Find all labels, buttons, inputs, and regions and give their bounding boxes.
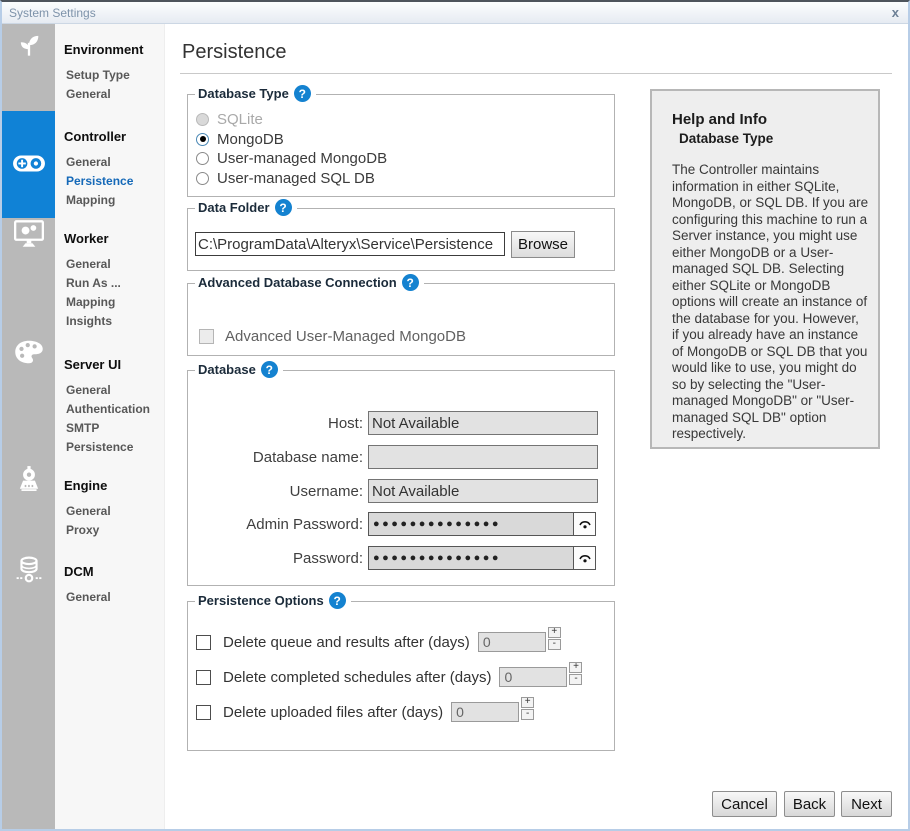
- delete-schedules-label: Delete completed schedules after (days): [223, 668, 492, 686]
- stepper-up-button[interactable]: +: [548, 627, 561, 638]
- palette-icon: [14, 339, 44, 370]
- delete-uploads-days-stepper: [521, 697, 534, 720]
- delete-queue-row: [196, 625, 561, 652]
- delete-uploads-checkbox[interactable]: [196, 705, 211, 720]
- help-question-icon[interactable]: ?: [275, 199, 292, 216]
- sidebar-item-dcm[interactable]: [2, 554, 55, 590]
- password-label: Password:: [292, 549, 363, 567]
- delete-queue-days-stepper: [548, 627, 561, 650]
- nav-title-controller: Controller: [64, 129, 127, 144]
- nav-item-worker-run-as[interactable]: Run As ...: [66, 276, 121, 290]
- sidebar-item-controller[interactable]: [2, 111, 55, 218]
- admin-password-label: Admin Password:: [246, 515, 363, 533]
- nav-item-worker-general[interactable]: General: [66, 257, 111, 271]
- radio-label-user-managed-mongodb: User-managed MongoDB: [217, 150, 388, 168]
- nav-title-server-ui: Server UI: [64, 357, 122, 372]
- database-legend: [195, 361, 283, 378]
- radio-label-mongodb: MongoDB: [217, 130, 284, 148]
- help-panel-subtitle: Database Type: [679, 131, 774, 146]
- cancel-button[interactable]: Cancel: [712, 791, 777, 817]
- page-title: Persistence: [182, 41, 287, 63]
- nav-section-dcm: [55, 564, 165, 607]
- stepper-up-button[interactable]: +: [521, 697, 534, 708]
- main-content: [166, 24, 906, 827]
- data-folder-fieldset: [187, 200, 615, 271]
- database-type-legend: [195, 85, 316, 102]
- advanced-mongodb-label: Advanced User-Managed MongoDB: [225, 328, 466, 345]
- delete-schedules-days-input[interactable]: [499, 667, 567, 687]
- delete-queue-label: Delete queue and results after (days): [223, 633, 470, 651]
- nav-section-environment: [55, 42, 165, 104]
- radio-label-user-managed-sql-db: User-managed SQL DB: [217, 169, 375, 187]
- nav-item-controller-mapping[interactable]: Mapping: [66, 193, 116, 207]
- database-type-fieldset: [187, 86, 615, 197]
- database-name-label: Database name:: [252, 448, 363, 466]
- nav-item-environment-setup-type[interactable]: Setup Type: [66, 68, 130, 82]
- nav-section-worker: [55, 231, 165, 331]
- nav-item-controller-persistence[interactable]: Persistence: [66, 174, 134, 188]
- database-type-legend-text: Database Type: [198, 86, 289, 101]
- nav-item-server-ui-authentication[interactable]: Authentication: [66, 402, 150, 416]
- game-controller-icon: [2, 146, 55, 182]
- plant-icon: [15, 30, 43, 63]
- username-row: [196, 479, 598, 503]
- delete-uploads-label: Delete uploaded files after (days): [223, 703, 444, 721]
- reveal-password-button[interactable]: [573, 513, 595, 535]
- nav-section-engine: [55, 478, 165, 540]
- nav-title-engine: Engine: [64, 478, 108, 493]
- delete-schedules-checkbox[interactable]: [196, 670, 211, 685]
- admin-password-row: [196, 512, 596, 536]
- nav-item-engine-general[interactable]: General: [66, 504, 111, 518]
- delete-uploads-row: [196, 695, 534, 722]
- persistence-options-fieldset: [187, 593, 615, 751]
- radio-row-mongodb[interactable]: [196, 130, 614, 150]
- password-row: [196, 546, 596, 570]
- delete-queue-days-input[interactable]: [478, 632, 546, 652]
- data-folder-legend: [195, 199, 297, 216]
- radio-mongodb[interactable]: [196, 133, 209, 146]
- nav-item-environment-general[interactable]: General: [66, 87, 111, 101]
- database-network-icon: [15, 556, 43, 589]
- next-button[interactable]: Next: [841, 791, 892, 817]
- help-question-icon[interactable]: ?: [329, 592, 346, 609]
- delete-queue-checkbox[interactable]: [196, 635, 211, 650]
- persistence-options-legend: [195, 592, 351, 609]
- reveal-password-button[interactable]: [573, 547, 595, 569]
- window-title: System Settings: [9, 6, 96, 20]
- database-legend-text: Database: [198, 362, 256, 377]
- radio-sqlite: [196, 113, 209, 126]
- nav-item-server-ui-general[interactable]: General: [66, 383, 111, 397]
- host-input: [368, 411, 598, 435]
- back-button[interactable]: Back: [784, 791, 835, 817]
- advanced-mongodb-row: [199, 328, 466, 345]
- radio-row-sqlite: [196, 110, 614, 130]
- data-folder-input[interactable]: [195, 232, 505, 256]
- host-label: Host:: [327, 414, 363, 432]
- help-panel: [650, 89, 880, 449]
- nav-title-environment: Environment: [64, 42, 144, 57]
- radio-row-user-managed-mongodb[interactable]: [196, 149, 614, 169]
- password-field[interactable]: [368, 546, 596, 570]
- sidebar-item-worker[interactable]: [2, 218, 55, 254]
- host-row: [196, 411, 598, 435]
- database-fieldset: [187, 362, 615, 586]
- nav-section-controller: [55, 129, 165, 210]
- admin-password-field[interactable]: [368, 512, 596, 536]
- advanced-db-connection-fieldset: [187, 275, 615, 356]
- monitor-gears-icon: [14, 220, 44, 253]
- database-name-input[interactable]: [368, 445, 598, 469]
- help-question-icon[interactable]: ?: [294, 85, 311, 102]
- username-label: Username:: [289, 482, 363, 500]
- radio-user-managed-mongodb[interactable]: [196, 152, 209, 165]
- data-folder-legend-text: Data Folder: [198, 200, 270, 215]
- nav-item-controller-general[interactable]: General: [66, 155, 111, 169]
- radio-label-sqlite: SQLite: [217, 111, 263, 129]
- advanced-db-connection-legend-text: Advanced Database Connection: [198, 275, 397, 290]
- title-divider: [180, 73, 892, 74]
- sidebar-item-server-ui[interactable]: [2, 336, 55, 372]
- nav-title-dcm: DCM: [64, 564, 94, 579]
- username-input: [368, 479, 598, 503]
- close-icon[interactable]: x: [891, 5, 899, 20]
- stepper-down-button[interactable]: -: [548, 639, 561, 650]
- nav-item-worker-insights[interactable]: Insights: [66, 314, 113, 328]
- database-name-row: [196, 445, 598, 469]
- browse-button[interactable]: Browse: [511, 231, 575, 258]
- sidebar-item-environment[interactable]: [2, 28, 55, 64]
- admin-password-value[interactable]: ●●●●●●●●●●●●●●: [373, 518, 502, 530]
- nav-title-worker: Worker: [64, 231, 109, 246]
- advanced-mongodb-checkbox: [199, 329, 214, 344]
- advanced-db-connection-legend: [195, 274, 424, 291]
- nav-item-server-ui-persistence[interactable]: Persistence: [66, 440, 134, 454]
- delete-uploads-days-input[interactable]: [451, 702, 519, 722]
- persistence-options-legend-text: Persistence Options: [198, 593, 324, 608]
- nav-item-server-ui-smtp[interactable]: SMTP: [66, 421, 100, 435]
- stepper-up-button[interactable]: +: [569, 662, 582, 673]
- stepper-down-button[interactable]: -: [569, 674, 582, 685]
- reveal-eye-icon: [578, 518, 592, 530]
- nav-section-server-ui: [55, 357, 165, 457]
- titlebar: [2, 2, 908, 24]
- delete-schedules-row: [196, 660, 582, 687]
- radio-row-user-managed-sql-db[interactable]: [196, 169, 614, 189]
- help-panel-body: The Controller maintains information in either SQLite, MongoDB, or SQL DB. If you are configuring this machine to run a Server instance, you might use either MongoDB or a User-managed SQL DB. Selecting either SQLite or MongoDB options will create an instance of the database for you. However, if you already have an instance of MongoDB or SQL DB that you would like to use, you might do so by selecting the "User-managed MongoDB" or "User-managed SQL DB" option respectively.: [672, 162, 869, 441]
- nav-panel: [55, 24, 165, 829]
- stepper-down-button[interactable]: -: [521, 709, 534, 720]
- password-value[interactable]: ●●●●●●●●●●●●●●: [373, 552, 502, 564]
- help-question-icon[interactable]: ?: [402, 274, 419, 291]
- reveal-eye-icon: [578, 552, 592, 564]
- sidebar-item-engine[interactable]: [2, 463, 55, 499]
- delete-schedules-days-stepper: [569, 662, 582, 685]
- nav-item-worker-mapping[interactable]: Mapping: [66, 295, 116, 309]
- help-question-icon[interactable]: ?: [261, 361, 278, 378]
- nav-item-dcm-general[interactable]: General: [66, 590, 111, 604]
- help-panel-title: Help and Info: [672, 111, 767, 128]
- nav-item-engine-proxy[interactable]: Proxy: [66, 523, 100, 537]
- radio-user-managed-sql-db[interactable]: [196, 172, 209, 185]
- train-icon: [15, 465, 43, 498]
- sidebar-icon-strip: [2, 24, 55, 829]
